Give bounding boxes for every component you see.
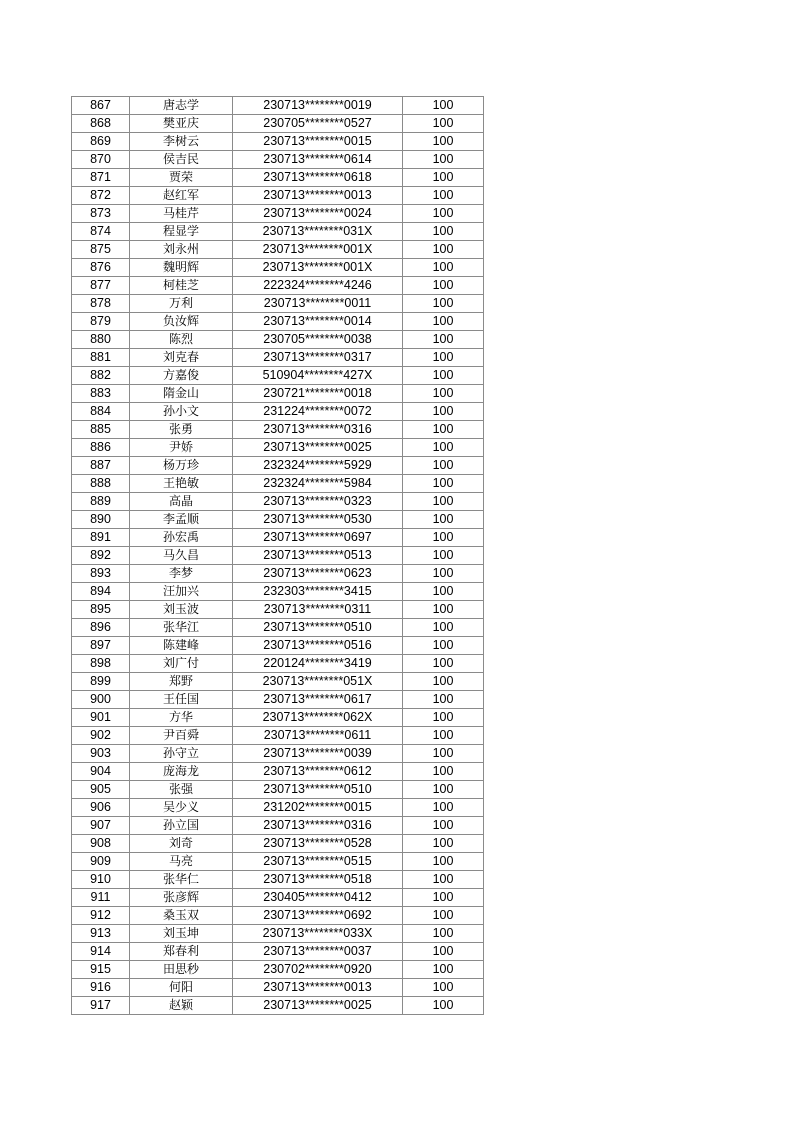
person-name-cell: 张勇	[130, 421, 233, 439]
table-row	[72, 817, 484, 835]
score-cell: 100	[403, 997, 484, 1015]
id-number-cell: 230713********0039	[233, 745, 403, 763]
person-name-cell: 张彦辉	[130, 889, 233, 907]
person-name-cell: 李孟顺	[130, 511, 233, 529]
row-number-cell: 909	[72, 853, 130, 871]
table-row	[72, 871, 484, 889]
score-cell: 100	[403, 529, 484, 547]
row-number-cell: 899	[72, 673, 130, 691]
table-row	[72, 403, 484, 421]
id-number-cell: 232324********5929	[233, 457, 403, 475]
person-name-cell: 刘玉波	[130, 601, 233, 619]
id-number-cell: 230705********0038	[233, 331, 403, 349]
score-cell: 100	[403, 295, 484, 313]
id-number-cell: 230713********0518	[233, 871, 403, 889]
row-number-cell: 901	[72, 709, 130, 727]
row-number-cell: 908	[72, 835, 130, 853]
row-number-cell: 872	[72, 187, 130, 205]
table-row	[72, 979, 484, 997]
table-row	[72, 547, 484, 565]
row-number-cell: 896	[72, 619, 130, 637]
score-cell: 100	[403, 781, 484, 799]
table-row	[72, 241, 484, 259]
id-number-cell: 232303********3415	[233, 583, 403, 601]
score-cell: 100	[403, 493, 484, 511]
score-cell: 100	[403, 619, 484, 637]
id-number-cell: 230713********0611	[233, 727, 403, 745]
person-name-cell: 尹百舜	[130, 727, 233, 745]
person-name-cell: 张强	[130, 781, 233, 799]
table-row	[72, 583, 484, 601]
score-cell: 100	[403, 259, 484, 277]
id-number-cell: 230713********0011	[233, 295, 403, 313]
id-number-cell: 230405********0412	[233, 889, 403, 907]
row-number-cell: 894	[72, 583, 130, 601]
person-name-cell: 负汝辉	[130, 313, 233, 331]
person-name-cell: 尹娇	[130, 439, 233, 457]
table-row	[72, 655, 484, 673]
roster-table-body	[72, 97, 484, 1015]
person-name-cell: 隋金山	[130, 385, 233, 403]
table-row	[72, 169, 484, 187]
score-cell: 100	[403, 169, 484, 187]
table-row	[72, 835, 484, 853]
score-cell: 100	[403, 601, 484, 619]
score-cell: 100	[403, 349, 484, 367]
row-number-cell: 911	[72, 889, 130, 907]
score-cell: 100	[403, 925, 484, 943]
score-cell: 100	[403, 511, 484, 529]
table-row	[72, 943, 484, 961]
id-number-cell: 230713********0515	[233, 853, 403, 871]
score-cell: 100	[403, 205, 484, 223]
id-number-cell: 230713********0015	[233, 133, 403, 151]
id-number-cell: 231202********0015	[233, 799, 403, 817]
person-name-cell: 李梦	[130, 565, 233, 583]
score-cell: 100	[403, 637, 484, 655]
score-cell: 100	[403, 313, 484, 331]
row-number-cell: 890	[72, 511, 130, 529]
table-row	[72, 133, 484, 151]
person-name-cell: 马久昌	[130, 547, 233, 565]
person-name-cell: 何阳	[130, 979, 233, 997]
row-number-cell: 878	[72, 295, 130, 313]
score-cell: 100	[403, 421, 484, 439]
row-number-cell: 871	[72, 169, 130, 187]
score-cell: 100	[403, 151, 484, 169]
score-cell: 100	[403, 943, 484, 961]
score-cell: 100	[403, 961, 484, 979]
row-number-cell: 879	[72, 313, 130, 331]
score-cell: 100	[403, 475, 484, 493]
score-cell: 100	[403, 133, 484, 151]
row-number-cell: 868	[72, 115, 130, 133]
table-row	[72, 223, 484, 241]
person-name-cell: 高晶	[130, 493, 233, 511]
person-name-cell: 桑玉双	[130, 907, 233, 925]
id-number-cell: 230713********0623	[233, 565, 403, 583]
id-number-cell: 222324********4246	[233, 277, 403, 295]
row-number-cell: 870	[72, 151, 130, 169]
id-number-cell: 230713********0311	[233, 601, 403, 619]
table-row	[72, 997, 484, 1015]
table-row	[72, 331, 484, 349]
table-row	[72, 295, 484, 313]
score-cell: 100	[403, 277, 484, 295]
id-number-cell: 230713********0528	[233, 835, 403, 853]
score-cell: 100	[403, 673, 484, 691]
score-cell: 100	[403, 907, 484, 925]
id-number-cell: 230713********031X	[233, 223, 403, 241]
person-name-cell: 陈烈	[130, 331, 233, 349]
row-number-cell: 903	[72, 745, 130, 763]
score-cell: 100	[403, 799, 484, 817]
table-row	[72, 529, 484, 547]
person-name-cell: 刘永州	[130, 241, 233, 259]
score-cell: 100	[403, 97, 484, 115]
row-number-cell: 905	[72, 781, 130, 799]
table-row	[72, 781, 484, 799]
person-name-cell: 郑野	[130, 673, 233, 691]
row-number-cell: 875	[72, 241, 130, 259]
table-row	[72, 115, 484, 133]
id-number-cell: 220124********3419	[233, 655, 403, 673]
person-name-cell: 侯吉民	[130, 151, 233, 169]
row-number-cell: 889	[72, 493, 130, 511]
person-name-cell: 郑春利	[130, 943, 233, 961]
table-row	[72, 313, 484, 331]
row-number-cell: 884	[72, 403, 130, 421]
person-name-cell: 陈建峰	[130, 637, 233, 655]
table-row	[72, 511, 484, 529]
id-number-cell: 230713********0014	[233, 313, 403, 331]
score-cell: 100	[403, 835, 484, 853]
table-row	[72, 889, 484, 907]
score-cell: 100	[403, 709, 484, 727]
row-number-cell: 887	[72, 457, 130, 475]
id-number-cell: 230713********0530	[233, 511, 403, 529]
score-cell: 100	[403, 745, 484, 763]
table-row	[72, 853, 484, 871]
id-number-cell: 230713********0692	[233, 907, 403, 925]
score-cell: 100	[403, 691, 484, 709]
id-number-cell: 230705********0527	[233, 115, 403, 133]
row-number-cell: 892	[72, 547, 130, 565]
row-number-cell: 873	[72, 205, 130, 223]
id-number-cell: 230713********0618	[233, 169, 403, 187]
table-row	[72, 745, 484, 763]
score-cell: 100	[403, 439, 484, 457]
table-row	[72, 457, 484, 475]
row-number-cell: 910	[72, 871, 130, 889]
roster-table	[71, 96, 484, 1015]
table-row	[72, 97, 484, 115]
row-number-cell: 913	[72, 925, 130, 943]
table-row	[72, 259, 484, 277]
id-number-cell: 230713********062X	[233, 709, 403, 727]
score-cell: 100	[403, 583, 484, 601]
id-number-cell: 230713********0316	[233, 421, 403, 439]
person-name-cell: 孙守立	[130, 745, 233, 763]
score-cell: 100	[403, 403, 484, 421]
table-row	[72, 277, 484, 295]
id-number-cell: 230721********0018	[233, 385, 403, 403]
id-number-cell: 230713********001X	[233, 259, 403, 277]
id-number-cell: 230713********001X	[233, 241, 403, 259]
id-number-cell: 230713********051X	[233, 673, 403, 691]
person-name-cell: 王任国	[130, 691, 233, 709]
id-number-cell: 230713********0025	[233, 997, 403, 1015]
id-number-cell: 230713********0013	[233, 979, 403, 997]
row-number-cell: 880	[72, 331, 130, 349]
row-number-cell: 874	[72, 223, 130, 241]
score-cell: 100	[403, 385, 484, 403]
table-row	[72, 475, 484, 493]
row-number-cell: 869	[72, 133, 130, 151]
person-name-cell: 赵红军	[130, 187, 233, 205]
person-name-cell: 樊亚庆	[130, 115, 233, 133]
id-number-cell: 230713********0697	[233, 529, 403, 547]
person-name-cell: 程显学	[130, 223, 233, 241]
row-number-cell: 906	[72, 799, 130, 817]
person-name-cell: 李树云	[130, 133, 233, 151]
row-number-cell: 893	[72, 565, 130, 583]
person-name-cell: 魏明辉	[130, 259, 233, 277]
score-cell: 100	[403, 457, 484, 475]
row-number-cell: 877	[72, 277, 130, 295]
table-row	[72, 907, 484, 925]
score-cell: 100	[403, 187, 484, 205]
person-name-cell: 马桂芹	[130, 205, 233, 223]
score-cell: 100	[403, 871, 484, 889]
row-number-cell: 888	[72, 475, 130, 493]
table-row	[72, 709, 484, 727]
table-row	[72, 565, 484, 583]
row-number-cell: 882	[72, 367, 130, 385]
person-name-cell: 刘玉坤	[130, 925, 233, 943]
table-row	[72, 637, 484, 655]
table-row	[72, 421, 484, 439]
person-name-cell: 方华	[130, 709, 233, 727]
row-number-cell: 876	[72, 259, 130, 277]
id-number-cell: 230713********0037	[233, 943, 403, 961]
table-row	[72, 619, 484, 637]
person-name-cell: 杨万珍	[130, 457, 233, 475]
id-number-cell: 230713********0317	[233, 349, 403, 367]
person-name-cell: 刘广付	[130, 655, 233, 673]
row-number-cell: 915	[72, 961, 130, 979]
id-number-cell: 231224********0072	[233, 403, 403, 421]
score-cell: 100	[403, 565, 484, 583]
person-name-cell: 张华仁	[130, 871, 233, 889]
id-number-cell: 230713********033X	[233, 925, 403, 943]
score-cell: 100	[403, 763, 484, 781]
id-number-cell: 230713********0612	[233, 763, 403, 781]
row-number-cell: 914	[72, 943, 130, 961]
id-number-cell: 230713********0019	[233, 97, 403, 115]
table-row	[72, 385, 484, 403]
row-number-cell: 881	[72, 349, 130, 367]
row-number-cell: 885	[72, 421, 130, 439]
id-number-cell: 232324********5984	[233, 475, 403, 493]
person-name-cell: 王艳敏	[130, 475, 233, 493]
id-number-cell: 230713********0025	[233, 439, 403, 457]
person-name-cell: 方嘉俊	[130, 367, 233, 385]
table-row	[72, 727, 484, 745]
id-number-cell: 230713********0510	[233, 781, 403, 799]
row-number-cell: 907	[72, 817, 130, 835]
table-row	[72, 691, 484, 709]
person-name-cell: 吴少义	[130, 799, 233, 817]
id-number-cell: 510904********427X	[233, 367, 403, 385]
person-name-cell: 庞海龙	[130, 763, 233, 781]
person-name-cell: 马亮	[130, 853, 233, 871]
person-name-cell: 孙小文	[130, 403, 233, 421]
score-cell: 100	[403, 331, 484, 349]
row-number-cell: 902	[72, 727, 130, 745]
score-cell: 100	[403, 817, 484, 835]
score-cell: 100	[403, 241, 484, 259]
table-row	[72, 601, 484, 619]
score-cell: 100	[403, 727, 484, 745]
table-row	[72, 187, 484, 205]
person-name-cell: 田思秒	[130, 961, 233, 979]
id-number-cell: 230713********0013	[233, 187, 403, 205]
score-cell: 100	[403, 223, 484, 241]
person-name-cell: 孙宏禹	[130, 529, 233, 547]
id-number-cell: 230713********0614	[233, 151, 403, 169]
row-number-cell: 916	[72, 979, 130, 997]
person-name-cell: 汪加兴	[130, 583, 233, 601]
row-number-cell: 898	[72, 655, 130, 673]
score-cell: 100	[403, 547, 484, 565]
id-number-cell: 230713********0510	[233, 619, 403, 637]
row-number-cell: 900	[72, 691, 130, 709]
person-name-cell: 贾荣	[130, 169, 233, 187]
row-number-cell: 917	[72, 997, 130, 1015]
row-number-cell: 891	[72, 529, 130, 547]
score-cell: 100	[403, 115, 484, 133]
row-number-cell: 867	[72, 97, 130, 115]
score-cell: 100	[403, 853, 484, 871]
id-number-cell: 230713********0617	[233, 691, 403, 709]
table-row	[72, 961, 484, 979]
table-row	[72, 349, 484, 367]
score-cell: 100	[403, 367, 484, 385]
row-number-cell: 886	[72, 439, 130, 457]
table-row	[72, 205, 484, 223]
person-name-cell: 刘奇	[130, 835, 233, 853]
table-row	[72, 151, 484, 169]
person-name-cell: 刘克春	[130, 349, 233, 367]
table-row	[72, 925, 484, 943]
table-row	[72, 799, 484, 817]
id-number-cell: 230713********0513	[233, 547, 403, 565]
id-number-cell: 230713********0024	[233, 205, 403, 223]
id-number-cell: 230713********0323	[233, 493, 403, 511]
row-number-cell: 883	[72, 385, 130, 403]
row-number-cell: 904	[72, 763, 130, 781]
person-name-cell: 孙立国	[130, 817, 233, 835]
row-number-cell: 895	[72, 601, 130, 619]
score-cell: 100	[403, 655, 484, 673]
person-name-cell: 柯桂芝	[130, 277, 233, 295]
row-number-cell: 897	[72, 637, 130, 655]
table-row	[72, 763, 484, 781]
table-row	[72, 367, 484, 385]
person-name-cell: 万利	[130, 295, 233, 313]
score-cell: 100	[403, 979, 484, 997]
table-row	[72, 439, 484, 457]
person-name-cell: 唐志学	[130, 97, 233, 115]
person-name-cell: 赵颖	[130, 997, 233, 1015]
person-name-cell: 张华江	[130, 619, 233, 637]
id-number-cell: 230702********0920	[233, 961, 403, 979]
table-row	[72, 493, 484, 511]
score-cell: 100	[403, 889, 484, 907]
id-number-cell: 230713********0516	[233, 637, 403, 655]
row-number-cell: 912	[72, 907, 130, 925]
id-number-cell: 230713********0316	[233, 817, 403, 835]
table-row	[72, 673, 484, 691]
